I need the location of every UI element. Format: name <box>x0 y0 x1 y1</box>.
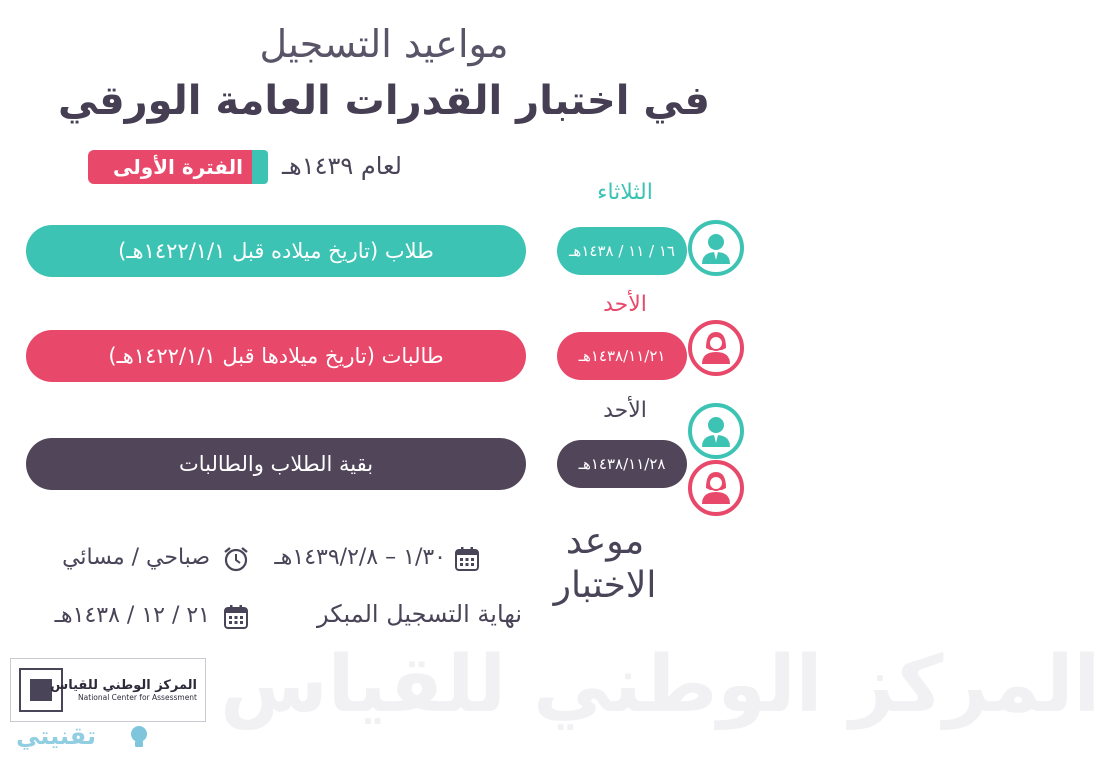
early-registration-date: ٢١ / ١٢ / ١٤٣٨هـ <box>54 603 210 628</box>
date-pill-row1: ١٦ / ١١ / ١٤٣٨هـ <box>557 227 687 275</box>
exam-dates: ١/٣٠ – ١٤٣٩/٢/٨هـ <box>274 545 446 570</box>
alarm-clock-icon <box>222 545 250 573</box>
exam-label-line2: الاختبار <box>553 565 657 606</box>
nca-arabic-name: المركز الوطني للقياس <box>50 678 197 693</box>
group-pill-remaining: بقية الطلاب والطالبات <box>26 438 526 490</box>
early-registration-label: نهاية التسجيل المبكر <box>317 600 522 628</box>
watermark-text: المركز الوطني للقياس <box>220 640 1100 730</box>
calendar-icon <box>222 603 250 631</box>
exam-label <box>540 520 670 608</box>
site-watermark-text: تقنيتي <box>16 722 96 750</box>
date-pill-row2: ١٤٣٨/١١/٢١هـ <box>557 332 687 380</box>
period-badge: الفترة الأولى <box>88 150 268 184</box>
group-pill-students: طلاب (تاريخ ميلاده قبل ١٤٢٢/١/١هـ) <box>26 225 526 277</box>
day-label-row1: الثلاثاء <box>597 180 653 205</box>
year-text: لعام ١٤٣٩هـ <box>282 152 402 180</box>
period-badge-accent <box>252 150 268 184</box>
male-user-icon <box>688 403 744 459</box>
site-watermark <box>0 720 180 764</box>
female-user-icon <box>688 320 744 376</box>
lightbulb-icon <box>128 724 150 750</box>
date-pill-row3: ١٤٣٨/١١/٢٨هـ <box>557 440 687 488</box>
title-line-1: مواعيد التسجيل <box>259 22 509 66</box>
exam-label-line1: موعد <box>565 521 645 562</box>
calendar-icon <box>453 545 481 573</box>
group-pill-female-students: طالبات (تاريخ ميلادها قبل ١٤٢٢/١/١هـ) <box>26 330 526 382</box>
exam-sessions: صباحي / مسائي <box>62 545 210 570</box>
day-label-row2: الأحد <box>603 292 647 317</box>
title-line-2: في اختبار القدرات العامة الورقي <box>57 78 710 124</box>
female-user-icon <box>688 460 744 516</box>
male-user-icon <box>688 220 744 276</box>
nca-english-name: National Center for Assessment <box>78 693 197 702</box>
day-label-row3: الأحد <box>603 398 647 423</box>
nca-logo <box>10 658 206 722</box>
